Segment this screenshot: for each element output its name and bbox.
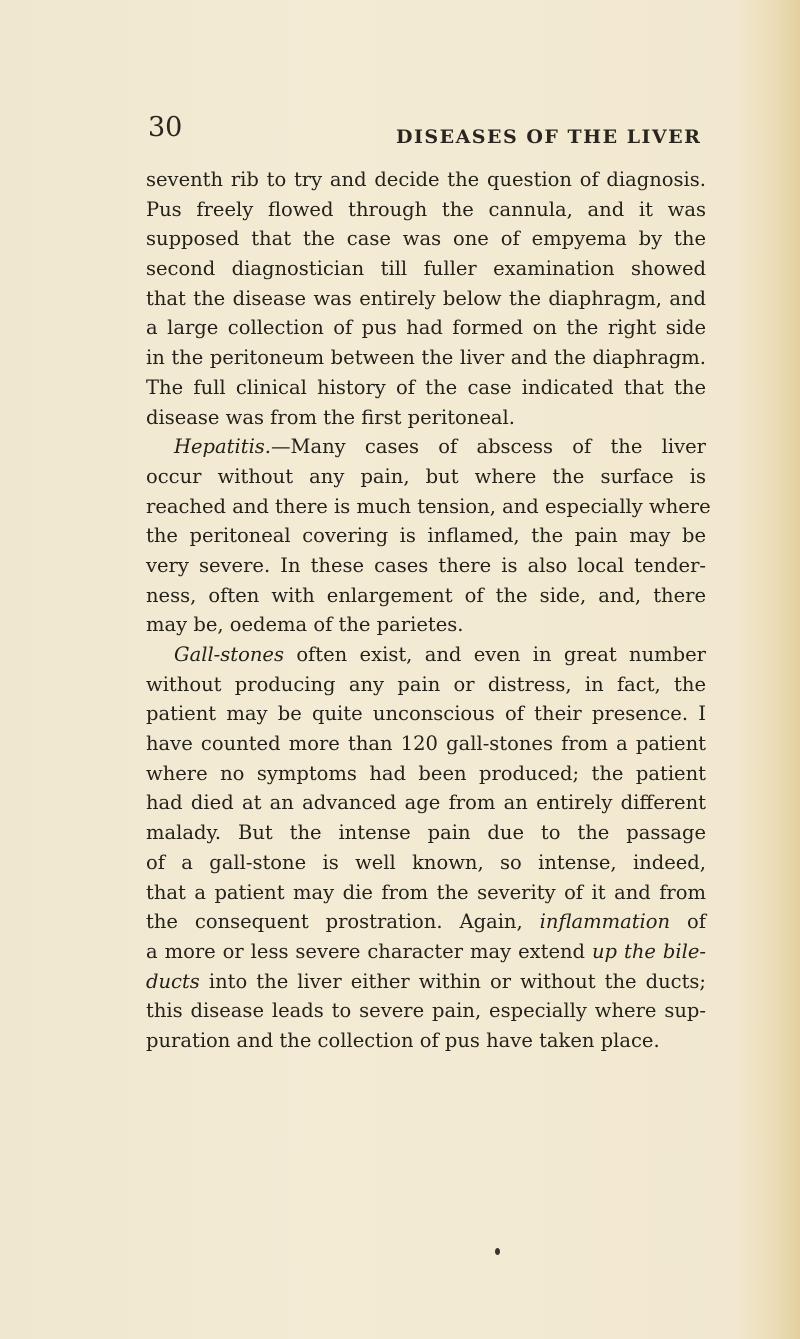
text-line: ducts into the liver either within or without the ducts; [146, 969, 706, 993]
text-line: patient may be quite unconscious of their presence. I [146, 702, 706, 726]
text-line: that the disease was entirely below the diaphragm, and [146, 286, 706, 310]
text-line: the peritoneal covering is inflamed, the pain may be [146, 524, 706, 548]
text-line: malady. But the intense pain due to the passage [146, 821, 706, 845]
text-line: Gall-stones often exist, and even in great number [174, 643, 706, 666]
body-text [146, 165, 711, 1056]
text-line: have counted more than 120 gall-stones from a patient [146, 732, 706, 756]
section-heading: Hepatitis. [174, 435, 272, 459]
text-line: very severe. In these cases there is also local tender- [146, 553, 706, 577]
text-line: had died at an advanced age from an entirely different [146, 791, 706, 815]
text-line: seventh rib to try and decide the question of diagnosis. [146, 168, 706, 191]
text-line: may be, oedema of the parietes. [146, 613, 464, 637]
text-line: the consequent prostration. Again, inflammation of [146, 910, 707, 934]
text-line: Hepatitis.—Many cases of abscess of the liver [174, 435, 706, 459]
text-line: without producing any pain or distress, in fact, the [146, 672, 706, 696]
running-head: DISEASES OF THE LIVER [396, 126, 702, 148]
print-speck [495, 1248, 500, 1255]
text-line: of a gall-stone is well known, so intense, indeed, [146, 850, 706, 874]
text-line: ness, often with enlargement of the side, and, there [146, 583, 706, 607]
section-heading: Gall-stones [174, 643, 284, 666]
page-number: 30 [148, 112, 183, 143]
text-line: second diagnostician till fuller examination showed [146, 257, 706, 281]
text-line: occur without any pain, but where the surface is [146, 464, 706, 488]
text-line: in the peritoneum between the liver and the diaphragm. [146, 346, 706, 370]
text-line: Pus freely flowed through the cannula, and it was [146, 197, 706, 221]
text-line: puration and the collection of pus have taken place. [146, 1028, 660, 1052]
text-line: this disease leads to severe pain, especially where sup- [146, 999, 706, 1023]
text-line: a large collection of pus had formed on the right side [146, 316, 706, 340]
text-line: where no symptoms had been produced; the patient [146, 761, 706, 785]
text-line: The full clinical history of the case indicated that the [146, 375, 706, 399]
page-header [148, 112, 708, 152]
text-line: a more or less severe character may extend up the bile- [146, 939, 706, 963]
text-line: supposed that the case was one of empyema by the [146, 227, 706, 251]
text-line: that a patient may die from the severity of it and from [146, 880, 706, 904]
text-line: reached and there is much tension, and especially where [146, 494, 711, 518]
text-line: disease was from the first peritoneal. [146, 405, 515, 429]
